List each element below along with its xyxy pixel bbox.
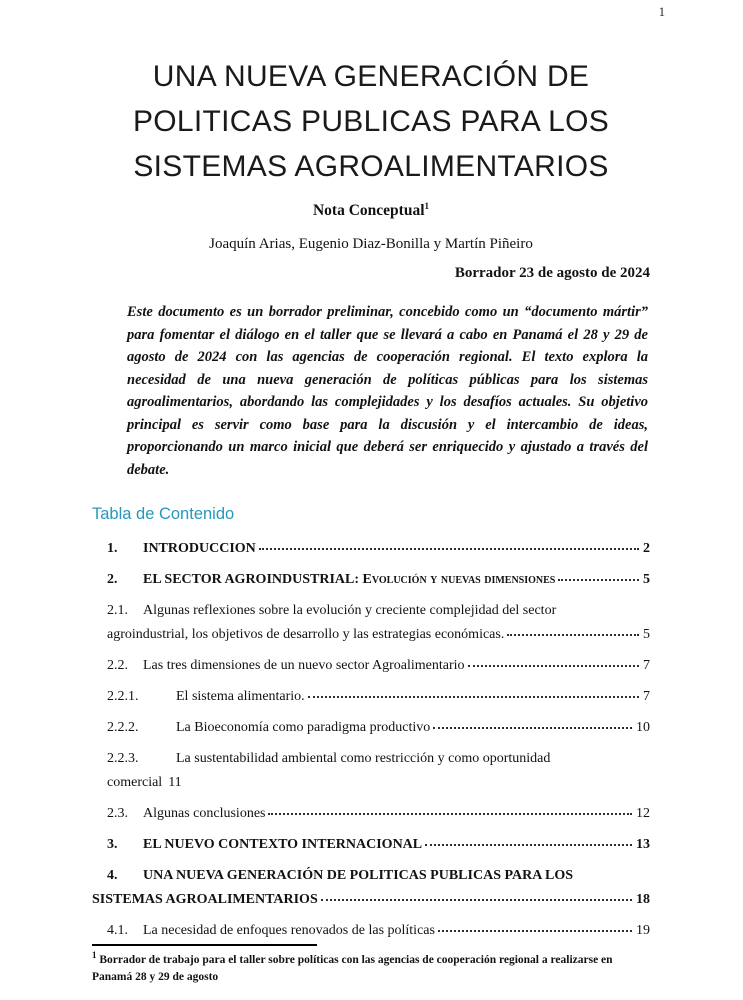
- toc-entry-title-smallcaps: Evolución y nuevas dimensiones: [362, 572, 556, 587]
- toc-entry-number: 2.2.1.: [107, 689, 139, 704]
- table-of-contents: [92, 537, 650, 943]
- leader-dots: [425, 844, 632, 846]
- footnote-marker: 1: [92, 950, 97, 961]
- draft-date: Borrador 23 de agosto de 2024: [454, 265, 650, 281]
- toc-entry-title: UNA NUEVA GENERACIÓN DE POLITICAS PUBLICAS PARA LOS: [143, 868, 574, 883]
- toc-entry-title-continued: comercial: [107, 775, 163, 790]
- toc-entry-number: 2.2.2.: [107, 720, 139, 735]
- toc-entry-2-2-3-sustentabilidad[interactable]: [107, 747, 650, 795]
- toc-entry-page: 18: [636, 892, 650, 907]
- toc-entry-page: 7: [643, 689, 650, 704]
- authors-line: Joaquín Arias, Eugenio Diaz-Bonilla y Martín Piñeiro: [209, 236, 533, 252]
- toc-heading: Tabla de Contenido: [92, 505, 235, 523]
- page-number: 1: [658, 5, 665, 19]
- leader-dots: [468, 665, 639, 667]
- toc-entry-title: INTRODUCCION: [143, 541, 256, 556]
- document-subtitle: [92, 201, 650, 221]
- toc-entry-number: 2.3.: [107, 806, 128, 821]
- footnote: [92, 952, 650, 986]
- toc-entry-title: EL SECTOR AGROINDUSTRIAL: Evolución y nuevas dimensiones: [143, 572, 556, 587]
- toc-entry-page: 11: [168, 775, 182, 790]
- toc-entry-title: El sistema alimentario.: [176, 689, 305, 704]
- title-line-1: UNA NUEVA GENERACIÓN DE: [152, 60, 590, 93]
- toc-entry-title: Algunas conclusiones: [143, 806, 266, 821]
- toc-entry-2-1-reflexiones[interactable]: [107, 599, 650, 647]
- toc-entry-title: La necesidad de enfoques renovados de las políticas: [143, 923, 435, 938]
- leader-dots: [308, 696, 639, 698]
- toc-entry-number: 2.2.3.: [107, 751, 139, 766]
- toc-entry-page: 7: [643, 658, 650, 673]
- leader-dots: [268, 813, 632, 815]
- toc-entry-2-3-conclusiones[interactable]: [107, 802, 650, 826]
- toc-entry-4-nueva-generacion[interactable]: [92, 864, 650, 912]
- leader-dots: [259, 548, 639, 550]
- toc-entry-page: 13: [636, 837, 650, 852]
- toc-entry-title: La sustentabilidad ambiental como restricción y como oportunidad: [176, 751, 551, 766]
- footnote-area: [92, 944, 650, 986]
- page-content: [92, 40, 650, 950]
- leader-dots: [321, 899, 632, 901]
- toc-entry-3-contexto-internacional[interactable]: [107, 833, 650, 857]
- toc-entry-number: 2.1.: [107, 603, 128, 618]
- footnote-separator: [92, 944, 317, 946]
- toc-entry-number: 3.: [107, 837, 118, 852]
- toc-entry-title: La Bioeconomía como paradigma productivo: [176, 720, 431, 735]
- toc-entry-title-continued: SISTEMAS AGROALIMENTARIOS: [92, 892, 318, 907]
- footnote-text: Borrador de trabajo para el taller sobre políticas con las agencias de cooperación regional a realizarse en Panamá 28 y 29 de agosto: [92, 954, 613, 983]
- toc-entry-title: Las tres dimensiones de un nuevo sector Agroalimentario: [143, 658, 465, 673]
- toc-entry-number: 4.1.: [107, 923, 128, 938]
- toc-entry-4-1-enfoques-renovados[interactable]: [107, 919, 650, 943]
- toc-entry-number: 4.: [107, 868, 118, 883]
- toc-entry-page: 12: [636, 806, 650, 821]
- toc-entry-2-2-2-bioeconomia[interactable]: [107, 716, 650, 740]
- toc-entry-title: Algunas reflexiones sobre la evolución y creciente complejidad del sector: [143, 603, 557, 618]
- toc-entry-2-sector-agroindustrial[interactable]: [107, 568, 650, 592]
- subtitle-text: Nota Conceptual: [312, 202, 425, 219]
- title-line-3: SISTEMAS AGROALIMENTARIOS: [133, 150, 609, 183]
- leader-dots: [438, 930, 632, 932]
- toc-entry-page: 5: [643, 627, 650, 642]
- toc-entry-number: 2.: [107, 572, 118, 587]
- toc-entry-title: EL NUEVO CONTEXTO INTERNACIONAL: [143, 837, 423, 852]
- toc-entry-number: 2.2.: [107, 658, 128, 673]
- footnote-reference: 1: [424, 200, 429, 211]
- toc-entry-page: 2: [643, 541, 650, 556]
- toc-entry-page: 10: [636, 720, 650, 735]
- toc-entry-title-continued: agroindustrial, los objetivos de desarrollo y las estrategias económicas.: [107, 627, 505, 642]
- toc-entry-page: 19: [636, 923, 650, 938]
- leader-dots: [507, 634, 639, 636]
- abstract-paragraph: Este documento es un borrador preliminar, concebido como un “documento mártir” para fomentar el diálogo en el taller que se llevará a cabo en Panamá el 28 y 29 de agosto de 2024 con las agencias de cooperación regional. El texto explora la necesidad de una nueva generación de políticas públicas para los sistemas agroalimentarios, abordando las complejidades y los desafíos actuales. Su objetivo principal es servir como base para la discusión y el intercambio de ideas, proporcionando un marco inicial que deberá ser enriquecido y ajustado a través del debate.: [127, 304, 648, 478]
- document-title: [92, 54, 650, 189]
- toc-entry-1-introduccion[interactable]: [107, 537, 650, 561]
- leader-dots: [433, 727, 632, 729]
- toc-entry-2-2-1-sistema-alimentario[interactable]: [107, 685, 650, 709]
- toc-entry-2-2-tres-dimensiones[interactable]: [107, 654, 650, 678]
- toc-entry-page: 5: [643, 572, 650, 587]
- toc-entry-number: 1.: [107, 541, 118, 556]
- leader-dots: [558, 579, 639, 581]
- title-line-2: POLITICAS PUBLICAS PARA LOS: [132, 105, 610, 138]
